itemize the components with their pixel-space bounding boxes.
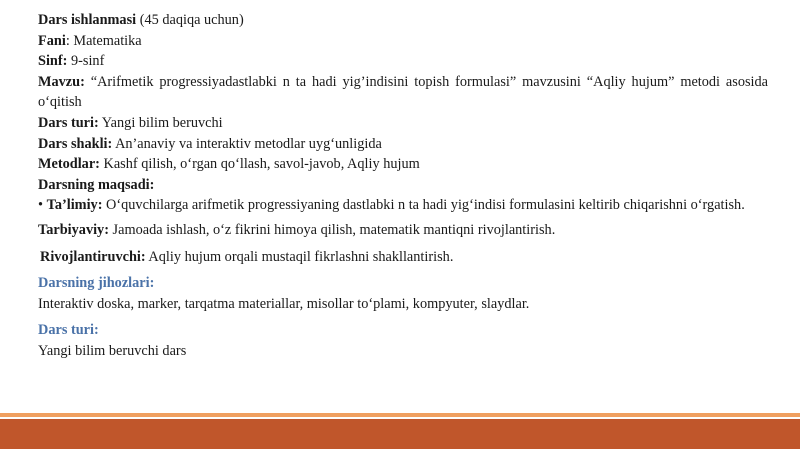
type-value: Yangi bilim beruvchi xyxy=(98,114,223,131)
developing-label: Rivojlantiruvchi: xyxy=(40,248,146,265)
equipment-value: Interaktiv doska, marker, tarqatma materiallar, misollar to‘plami, kompyuter, slaydlar. xyxy=(38,295,530,312)
lesson-plan xyxy=(38,10,768,362)
grade-label: Sinf: xyxy=(38,53,68,70)
subject-label: Fani xyxy=(38,32,66,49)
grade-value: 9-sinf xyxy=(67,53,105,70)
educational-goal-line xyxy=(38,195,768,216)
lesson-title-line xyxy=(38,10,768,31)
topic-line xyxy=(38,72,768,113)
educational-value: O‘quvchilarga arifmetik progressiyaning dastlabki n ta hadi yig‘indisi formulasini keltirib chiqarishni o‘rgatish. xyxy=(102,197,745,214)
methods-line xyxy=(38,154,768,175)
lesson-type-value: Yangi bilim beruvchi dars xyxy=(38,342,187,359)
footer-accent-line xyxy=(0,413,800,417)
equipment-heading: Darsning jihozlari: xyxy=(38,275,155,292)
goal-heading: Darsning maqsadi: xyxy=(38,176,155,193)
type-line xyxy=(38,113,768,134)
form-value: An’anaviy va interaktiv metodlar uyg‘unligida xyxy=(112,135,382,152)
type-label: Dars turi: xyxy=(38,114,99,131)
upbringing-label: Tarbiyaviy: xyxy=(38,221,109,238)
lesson-title-label: Dars ishlanmasi xyxy=(38,12,137,28)
topic-label: Mavzu: xyxy=(38,73,85,90)
grade-line xyxy=(38,51,768,72)
subject-value: : Matematika xyxy=(65,32,142,49)
methods-label: Metodlar: xyxy=(38,156,100,173)
form-line xyxy=(38,134,768,155)
topic-value: “Arifmetik progressiyadastlabki n ta hadi yig’indisini topish formulasi” mavzusini “Aqliy hujum” metodi asosida o‘qitish xyxy=(38,73,768,111)
upbringing-goal-line xyxy=(38,220,768,241)
lesson-title-value: (45 daqiqa uchun) xyxy=(136,12,244,28)
developing-value: Aqliy hujum orqali mustaqil fikrlashni shakllantirish. xyxy=(145,248,454,265)
upbringing-value: Jamoada ishlash, o‘z fikrini himoya qilish, matematik mantiqni rivojlantirish. xyxy=(108,221,556,238)
footer-bar xyxy=(0,419,800,449)
methods-value: Kashf qilish, o‘rgan qo‘llash, savol-javob, Aqliy hujum xyxy=(99,156,420,173)
subject-line xyxy=(38,31,768,52)
form-label: Dars shakli: xyxy=(38,135,113,152)
developing-goal-line xyxy=(38,247,768,268)
bullet: • xyxy=(38,197,47,214)
lesson-type-heading: Dars turi: xyxy=(38,322,99,339)
educational-label: Ta’limiy: xyxy=(46,197,103,214)
